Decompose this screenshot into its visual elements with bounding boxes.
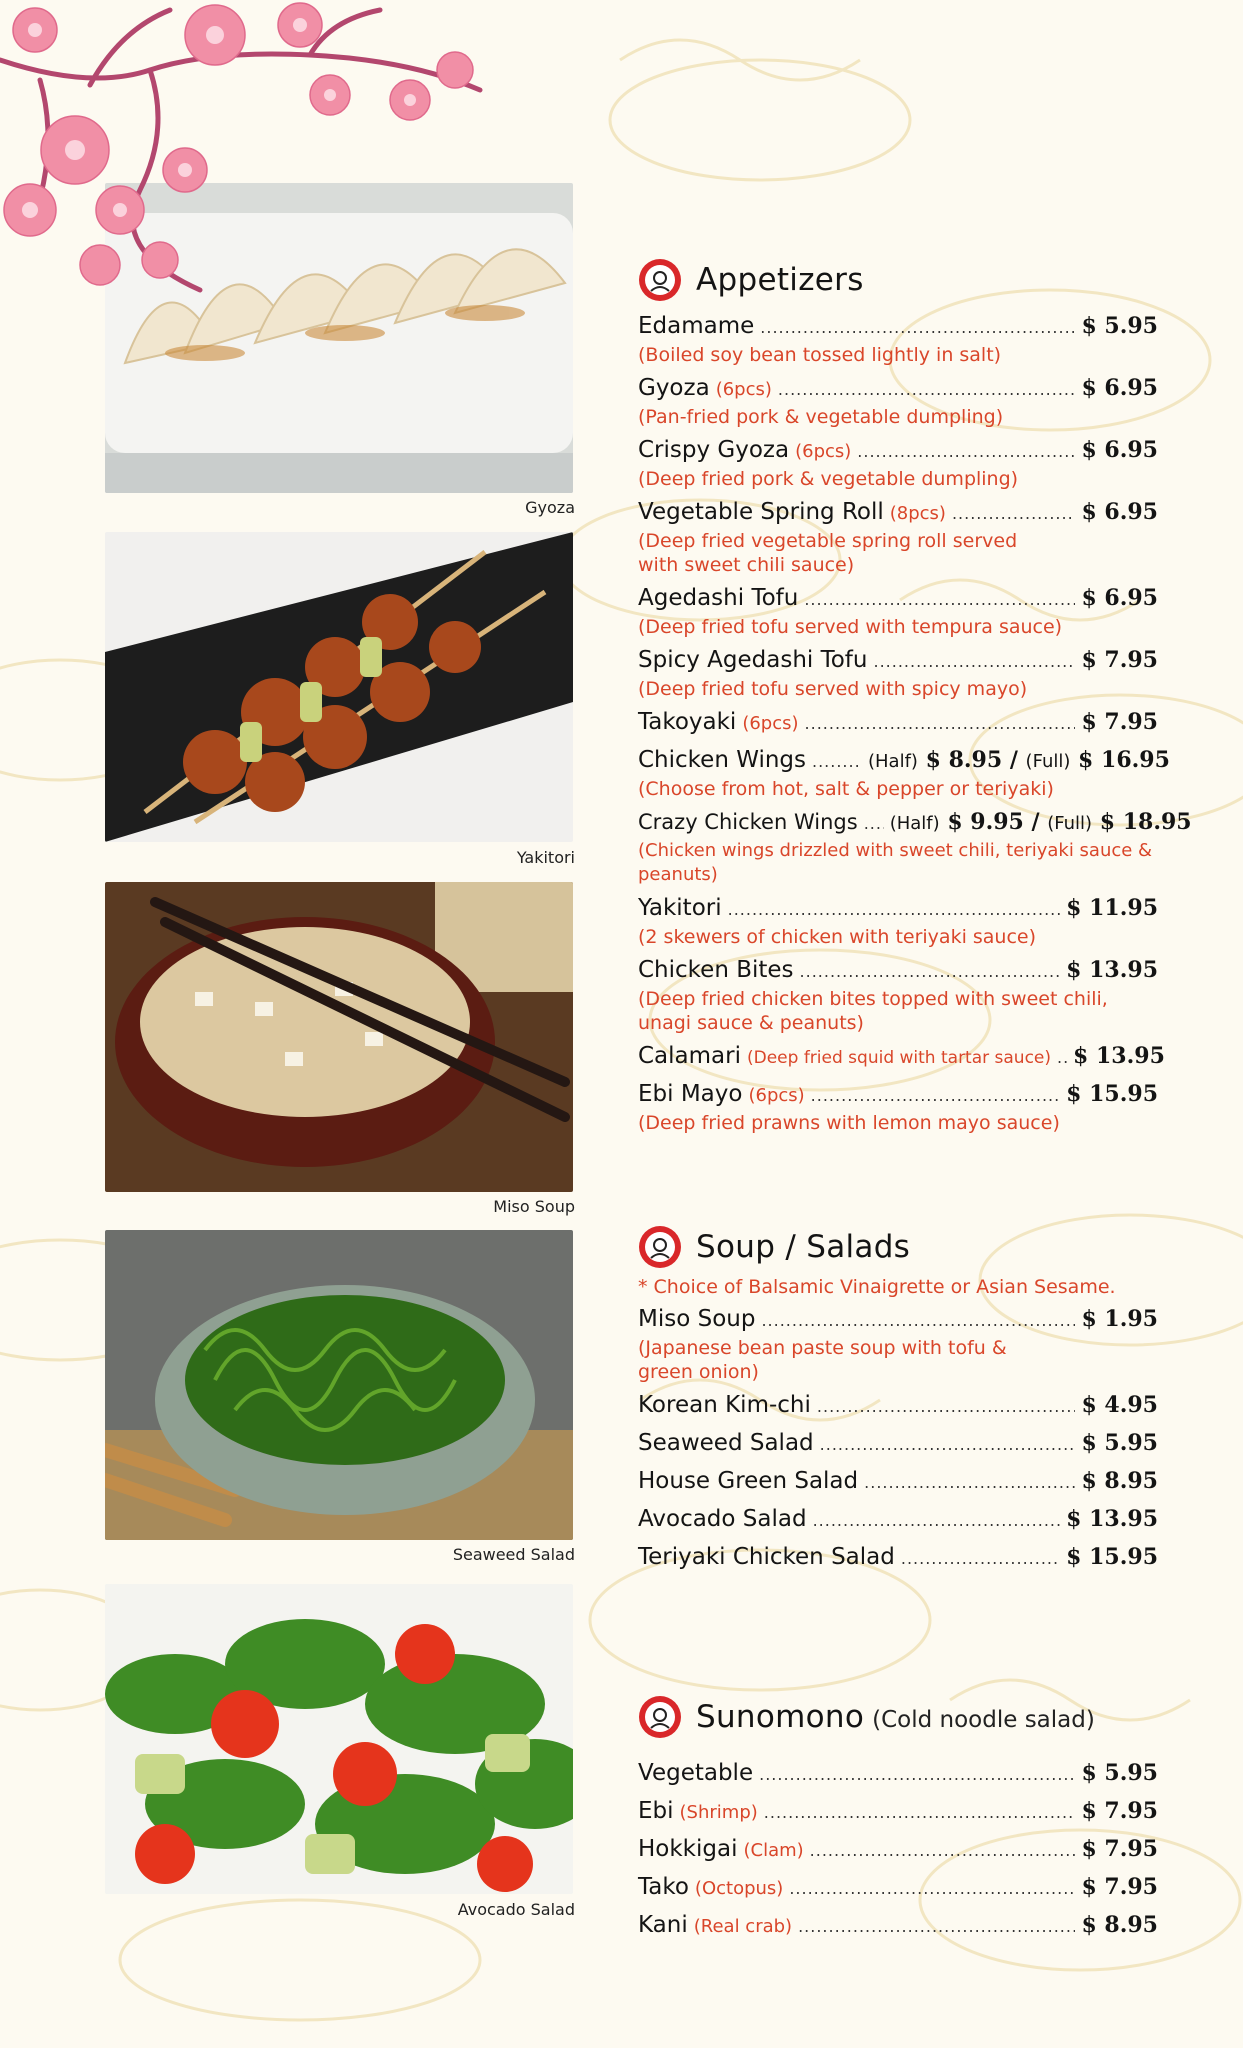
menu-item	[638, 1504, 1158, 1536]
menu-item	[638, 1390, 1158, 1422]
item-name: Ebi Mayo	[638, 1081, 743, 1107]
menu-item	[638, 745, 1170, 801]
section-header	[638, 255, 1158, 305]
item-name: Kani	[638, 1912, 688, 1938]
item-name: Takoyaki	[638, 709, 737, 735]
item-description: (Choose from hot, salt & pepper or teriyaki)	[638, 778, 1054, 800]
section-sunomono	[638, 1692, 1158, 1942]
section-title: Soup / Salads	[696, 1229, 911, 1265]
dot-leader	[817, 1392, 1076, 1422]
dot-leader	[812, 747, 862, 777]
menu-item	[638, 497, 1158, 577]
item-quantity: (8pcs)	[889, 503, 946, 524]
section-title: Appetizers	[696, 262, 864, 298]
item-price: $ 1.95	[1081, 1306, 1158, 1332]
item-price: $ 13.95	[1066, 1506, 1158, 1532]
full-label: (Full)	[1047, 813, 1093, 834]
dot-leader	[760, 313, 1075, 343]
item-price: $ 11.95	[1066, 895, 1158, 921]
dot-leader	[778, 375, 1076, 405]
chef-logo-icon	[638, 258, 682, 302]
item-price: $ 6.95	[1081, 499, 1158, 525]
item-description: (Deep fried tofu served with spicy mayo)	[638, 678, 1028, 700]
item-name: House Green Salad	[638, 1468, 859, 1494]
item-name: Miso Soup	[638, 1306, 756, 1332]
photo-avocado-salad	[105, 1584, 573, 1894]
menu-item	[638, 435, 1158, 491]
item-price: $ 6.95	[1081, 375, 1158, 401]
item-name: Vegetable Spring Roll	[638, 499, 884, 525]
section-header	[638, 1222, 1158, 1272]
menu-item	[638, 1796, 1158, 1828]
item-quantity: (6pcs)	[742, 713, 799, 734]
item-description: (Chicken wings drizzled with sweet chili, teriyaki sauce & peanuts)	[638, 840, 1153, 885]
item-name: Crazy Chicken Wings	[638, 810, 858, 834]
item-price: $ 5.95	[1081, 1760, 1158, 1786]
item-price: $ 7.95	[1081, 709, 1158, 735]
dot-leader	[798, 1912, 1075, 1942]
item-price: $ 5.95	[1081, 1430, 1158, 1456]
menu-item	[638, 1428, 1158, 1460]
caption-avocado-salad: Avocado Salad	[457, 1900, 575, 1919]
caption-yakitori: Yakitori	[516, 848, 575, 867]
item-name: Chicken Wings	[638, 747, 806, 773]
item-description: (Pan-fried pork & vegetable dumpling)	[638, 406, 1004, 428]
dot-leader	[800, 957, 1061, 987]
item-price: $ 13.95	[1066, 957, 1158, 983]
item-price: $ 8.95	[1081, 1912, 1158, 1938]
item-name: Yakitori	[638, 895, 722, 921]
item-quantity: (6pcs)	[715, 379, 772, 400]
item-description: (Deep fried pork & vegetable dumpling)	[638, 468, 1019, 490]
item-price: $ 5.95	[1081, 313, 1158, 339]
menu-item	[638, 311, 1158, 367]
item-name: Korean Kim-chi	[638, 1392, 811, 1418]
dot-leader	[901, 1544, 1060, 1574]
cherry-blossom-decoration	[0, 0, 500, 300]
section-title: Sunomono	[696, 1699, 865, 1735]
item-price: $ 15.95	[1066, 1081, 1158, 1107]
item-quantity: (6pcs)	[795, 441, 852, 462]
caption-miso-soup: Miso Soup	[493, 1197, 575, 1216]
half-price: $ 8.95	[925, 747, 1003, 773]
item-price: $ 8.95	[1081, 1468, 1158, 1494]
item-price: $ 4.95	[1081, 1392, 1158, 1418]
item-description: (Deep fried tofu served with tempura sauce)	[638, 616, 1063, 638]
chef-logo-icon	[638, 1695, 682, 1739]
half-label: (Half)	[868, 751, 918, 772]
half-price: $ 9.95	[947, 809, 1024, 835]
dot-leader	[728, 895, 1061, 925]
dot-leader	[805, 709, 1076, 739]
menu-item	[638, 1758, 1158, 1790]
dot-leader	[804, 585, 1075, 615]
item-name: Hokkigai	[638, 1836, 738, 1862]
menu-item	[638, 645, 1158, 701]
menu-item	[638, 373, 1158, 429]
full-price: $ 18.95	[1099, 809, 1192, 835]
item-name: Seaweed Salad	[638, 1430, 814, 1456]
item-quantity: (Real crab)	[693, 1916, 793, 1937]
dot-leader	[857, 437, 1075, 467]
caption-gyoza: Gyoza	[525, 498, 575, 517]
item-description: (2 skewers of chicken with teriyaki sauce)	[638, 926, 1037, 948]
item-price-half: (Half) $ 8.95 / (Full) $ 16.95	[868, 747, 1170, 773]
menu-item	[638, 1910, 1158, 1942]
item-inline-description: (Deep fried squid with tartar sauce)	[746, 1048, 1052, 1068]
menu-item	[638, 893, 1158, 949]
menu-item	[638, 1041, 1165, 1073]
item-name: Spicy Agedashi Tofu	[638, 647, 868, 673]
item-price: $ 7.95	[1081, 1798, 1158, 1824]
item-description: (Boiled soy bean tossed lightly in salt)	[638, 344, 1002, 366]
menu-item	[638, 955, 1158, 1035]
full-label: (Full)	[1025, 751, 1071, 772]
dot-leader	[873, 647, 1075, 677]
dot-leader	[864, 1468, 1075, 1498]
dot-leader	[764, 1798, 1076, 1828]
photo-seaweed-salad	[105, 1230, 573, 1540]
item-description: (Deep fried prawns with lemon mayo sauce)	[638, 1112, 1060, 1134]
section-appetizers	[638, 255, 1192, 1135]
item-price: $ 6.95	[1081, 437, 1158, 463]
item-price: $ 15.95	[1066, 1544, 1158, 1570]
full-price: $ 16.95	[1078, 747, 1170, 773]
menu-item	[638, 807, 1192, 887]
item-price-half: (Half) $ 9.95 / (Full) $ 18.95	[889, 809, 1192, 835]
item-name: Teriyaki Chicken Salad	[638, 1544, 895, 1570]
photo-miso-soup	[105, 882, 573, 1192]
item-quantity: (Clam)	[743, 1840, 804, 1861]
half-label: (Half)	[889, 813, 940, 834]
menu-item	[638, 1304, 1158, 1384]
dot-leader	[820, 1430, 1076, 1460]
item-name: Ebi	[638, 1798, 674, 1824]
menu-item	[638, 1079, 1158, 1135]
dot-leader	[759, 1760, 1075, 1790]
section-note: * Choice of Balsamic Vinaigrette or Asian Sesame.	[638, 1276, 1116, 1298]
item-name: Tako	[638, 1874, 689, 1900]
dot-leader	[789, 1874, 1075, 1904]
dot-leader	[811, 1081, 1060, 1111]
menu-item	[638, 583, 1158, 639]
section-subtitle: (Cold noodle salad)	[872, 1707, 1095, 1733]
item-description: (Japanese bean paste soup with tofu & green onion)	[638, 1337, 1007, 1383]
item-quantity: (6pcs)	[748, 1085, 805, 1106]
dot-leader	[864, 809, 884, 839]
item-description: (Deep fried vegetable spring roll served with sweet chili sauce)	[638, 530, 1018, 576]
menu-item	[638, 1872, 1158, 1904]
item-description: (Deep fried chicken bites topped with sweet chili, unagi sauce & peanuts)	[638, 988, 1108, 1034]
dot-leader	[952, 499, 1075, 529]
item-price: $ 7.95	[1081, 647, 1158, 673]
item-quantity: (Shrimp)	[679, 1802, 758, 1823]
item-name: Avocado Salad	[638, 1506, 807, 1532]
item-price: $ 7.95	[1081, 1836, 1158, 1862]
caption-seaweed-salad: Seaweed Salad	[452, 1545, 575, 1564]
item-name: Agedashi Tofu	[638, 585, 799, 611]
chef-logo-icon	[638, 1225, 682, 1269]
menu-item	[638, 1834, 1158, 1866]
item-price: $ 7.95	[1081, 1874, 1158, 1900]
menu-item	[638, 1466, 1158, 1498]
dot-leader	[810, 1836, 1076, 1866]
item-quantity: (Octopus)	[694, 1878, 784, 1899]
menu-item	[638, 707, 1158, 739]
dot-leader	[813, 1506, 1061, 1536]
item-name: Calamari	[638, 1043, 741, 1069]
item-name: Chicken Bites	[638, 957, 794, 983]
item-price: $ 6.95	[1081, 585, 1158, 611]
item-name: Vegetable	[638, 1760, 754, 1786]
item-name: Gyoza	[638, 375, 710, 401]
section-header	[638, 1692, 1158, 1742]
item-name: Crispy Gyoza	[638, 437, 790, 463]
item-price: $ 13.95	[1073, 1043, 1165, 1069]
dot-leader	[761, 1306, 1075, 1336]
dot-leader	[1057, 1043, 1067, 1073]
section-soup-salads	[638, 1222, 1158, 1574]
photo-yakitori	[105, 532, 573, 842]
item-name: Edamame	[638, 313, 755, 339]
menu-item	[638, 1542, 1158, 1574]
